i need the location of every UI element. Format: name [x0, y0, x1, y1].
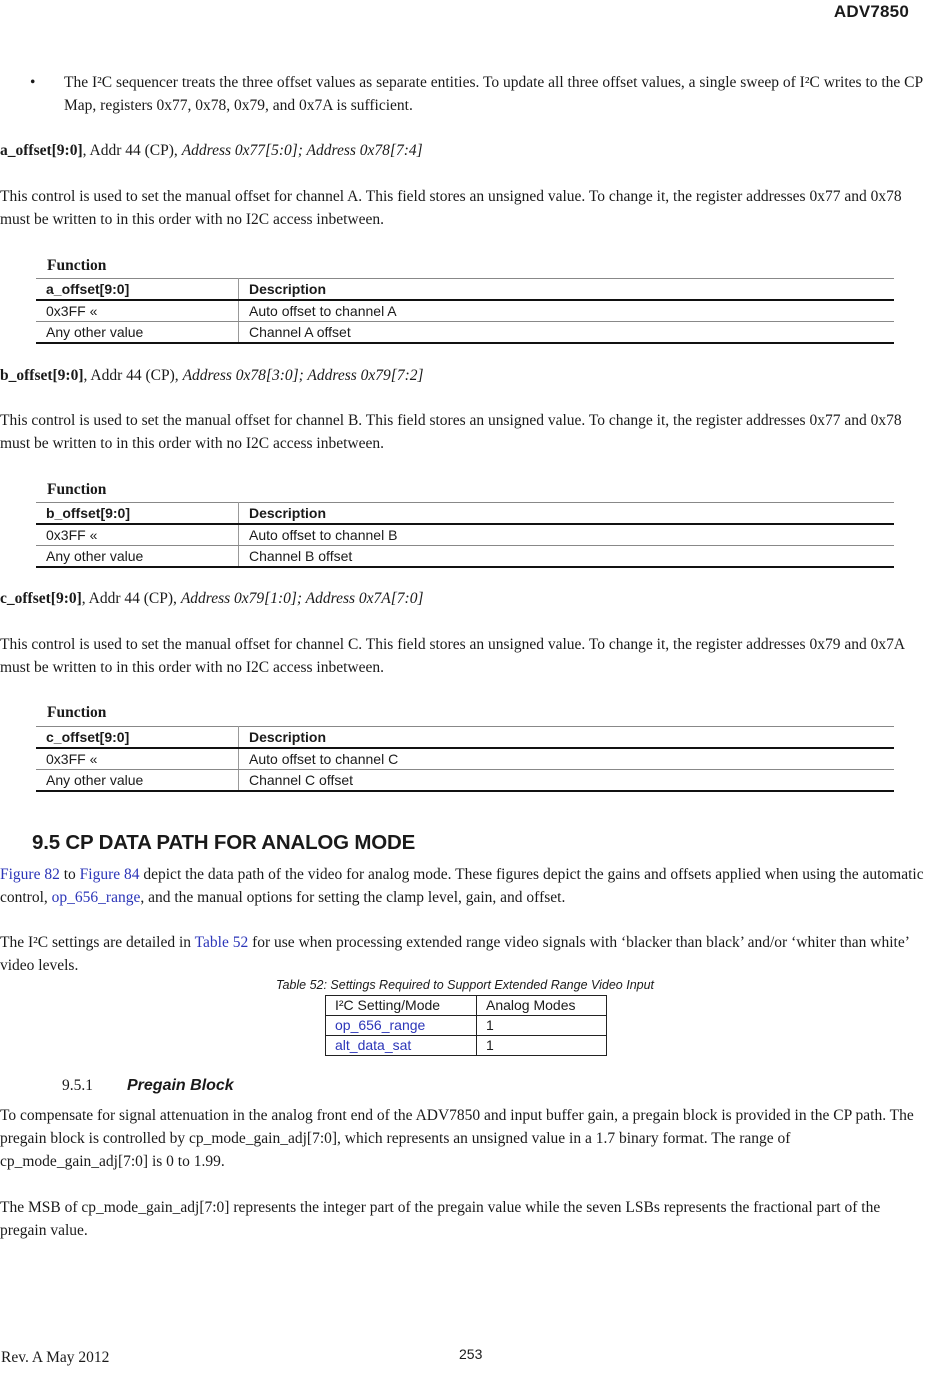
table-cell-description: Auto offset to channel B — [239, 524, 895, 546]
subsection-paragraph-1: To compensate for signal attenuation in the analog front end of the ADV7850 and input buffer gain, a pregain block is provided in the CP path. The pregain block is controlled by cp_mode_gain_adj[7:0], which represents an unsigned value in a 1.7 binary format. The range of cp_mode_gain_adj[7:0] is 0 to 1.99. — [0, 1107, 914, 1170]
function-table-c-offset — [36, 726, 894, 792]
page-number: 253 — [459, 1346, 483, 1362]
text-run: to — [59, 866, 80, 883]
table-cell-value: Any other value — [36, 770, 239, 792]
table-row — [36, 546, 894, 568]
table-row — [36, 300, 894, 322]
register-name: a_offset[9:0] — [0, 142, 83, 159]
table-cell-description: Auto offset to channel A — [239, 300, 895, 322]
register-heading-b-offset — [0, 364, 424, 387]
table-cell-value: 0x3FF « — [36, 748, 239, 770]
table-header-cell: Description — [239, 503, 895, 525]
table-row — [36, 748, 894, 770]
op-656-range-link[interactable]: op_656_range — [51, 889, 141, 906]
function-label: Function — [47, 257, 107, 274]
register-name: b_offset[9:0] — [0, 367, 84, 384]
table-cell-description: Channel C offset — [239, 770, 895, 792]
table-52-link[interactable]: Table 52 — [194, 934, 249, 951]
table-header-cell: Description — [239, 727, 895, 749]
table-row — [36, 322, 894, 344]
register-location: Address 0x79[1:0]; Address 0x7A[7:0] — [180, 590, 424, 607]
subsection-paragraph-2: The MSB of cp_mode_gain_adj[7:0] represents the integer part of the pregain value while the seven LSBs represents the fractional part of the pregain value. — [0, 1199, 881, 1239]
settings-table-52 — [325, 995, 607, 1056]
register-addr: , Addr 44 (CP), — [82, 142, 182, 159]
table-cell-description: Channel A offset — [239, 322, 895, 344]
table-header-cell: b_offset[9:0] — [36, 503, 239, 525]
register-location: Address 0x77[5:0]; Address 0x78[7:4] — [181, 142, 423, 159]
bullet-symbol: • — [30, 74, 36, 91]
section-heading: 9.5 CP DATA PATH FOR ANALOG MODE — [32, 831, 416, 854]
table-header-row — [36, 279, 894, 301]
table-header-row — [326, 996, 607, 1016]
table-row — [326, 1016, 607, 1036]
table-header-row — [36, 503, 894, 525]
table-cell-value: 1 — [477, 1036, 607, 1056]
table-cell-value: Any other value — [36, 322, 239, 344]
table-cell-description: Channel B offset — [239, 546, 895, 568]
table-cell-value: 1 — [477, 1016, 607, 1036]
table-cell-value: 0x3FF « — [36, 524, 239, 546]
register-addr: , Addr 44 (CP), — [83, 367, 183, 384]
subsection-heading — [62, 1077, 234, 1095]
register-description-a-offset: This control is used to set the manual offset for channel A. This field stores an unsigned value. To change it, the register addresses 0x77 and 0x78 must be written to in this order with no I2C access inbetween. — [0, 188, 902, 228]
table-header-cell: Analog Modes — [477, 996, 607, 1016]
subsection-title: Pregain Block — [127, 1077, 234, 1094]
register-description-b-offset: This control is used to set the manual offset for channel B. This field stores an unsigned value. To change it, the register addresses 0x77 and 0x78 must be written to in this order with no I2C access inbetween. — [0, 412, 902, 452]
register-name: c_offset[9:0] — [0, 590, 82, 607]
table-cell-description: Auto offset to channel C — [239, 748, 895, 770]
text-run: for use when processing extended range video signals with ‘blacker than black’ and/or ‘whiter than white’ video levels. — [0, 934, 909, 974]
section-paragraph-1 — [0, 863, 930, 909]
setting-link-alt-data-sat[interactable]: alt_data_sat — [326, 1036, 477, 1056]
table-cell-value: Any other value — [36, 546, 239, 568]
intro-bullet — [30, 71, 930, 117]
table-52-caption: Table 52: Settings Required to Support Extended Range Video Input — [275, 978, 655, 992]
table-header-cell: I²C Setting/Mode — [326, 996, 477, 1016]
document-header-title: ADV7850 — [833, 2, 909, 21]
text-run: The I²C settings are detailed in — [0, 934, 195, 951]
function-label: Function — [47, 481, 107, 498]
section-paragraph-2 — [0, 931, 930, 977]
function-table-a-offset — [36, 278, 894, 344]
table-header-cell: Description — [239, 279, 895, 301]
function-table-b-offset — [36, 502, 894, 568]
table-header-row — [36, 727, 894, 749]
subsection-number: 9.5.1 — [62, 1077, 93, 1094]
footer-revision: Rev. A May 2012 — [1, 1349, 110, 1366]
intro-bullet-text: The I²C sequencer treats the three offset values as separate entities. To update all three offset values, a single sweep of I²C writes to the CP Map, registers 0x77, 0x78, 0x79, and 0x7A is sufficient. — [64, 74, 923, 114]
register-description-c-offset: This control is used to set the manual offset for channel C. This field stores an unsigned value. To change it, the register addresses 0x79 and 0x7A must be written to in this order with no I2C access inbetween. — [0, 636, 905, 676]
table-cell-value: 0x3FF « — [36, 300, 239, 322]
table-row — [326, 1036, 607, 1056]
table-row — [36, 770, 894, 792]
register-addr: , Addr 44 (CP), — [81, 590, 181, 607]
register-heading-a-offset — [0, 139, 423, 162]
text-run: depict the data path of the video for analog mode. These figures depict the gains and offsets applied when using the automatic control, — [0, 866, 924, 906]
register-location: Address 0x78[3:0]; Address 0x79[7:2] — [182, 367, 424, 384]
table-row — [36, 524, 894, 546]
figure-84-link[interactable]: Figure 84 — [79, 866, 140, 883]
function-label: Function — [47, 704, 107, 721]
setting-link-op-656-range[interactable]: op_656_range — [326, 1016, 477, 1036]
figure-82-link[interactable]: Figure 82 — [0, 866, 60, 883]
register-heading-c-offset — [0, 587, 423, 610]
text-run: , and the manual options for setting the clamp level, gain, and offset. — [140, 889, 566, 906]
table-header-cell: a_offset[9:0] — [36, 279, 239, 301]
table-header-cell: c_offset[9:0] — [36, 727, 239, 749]
